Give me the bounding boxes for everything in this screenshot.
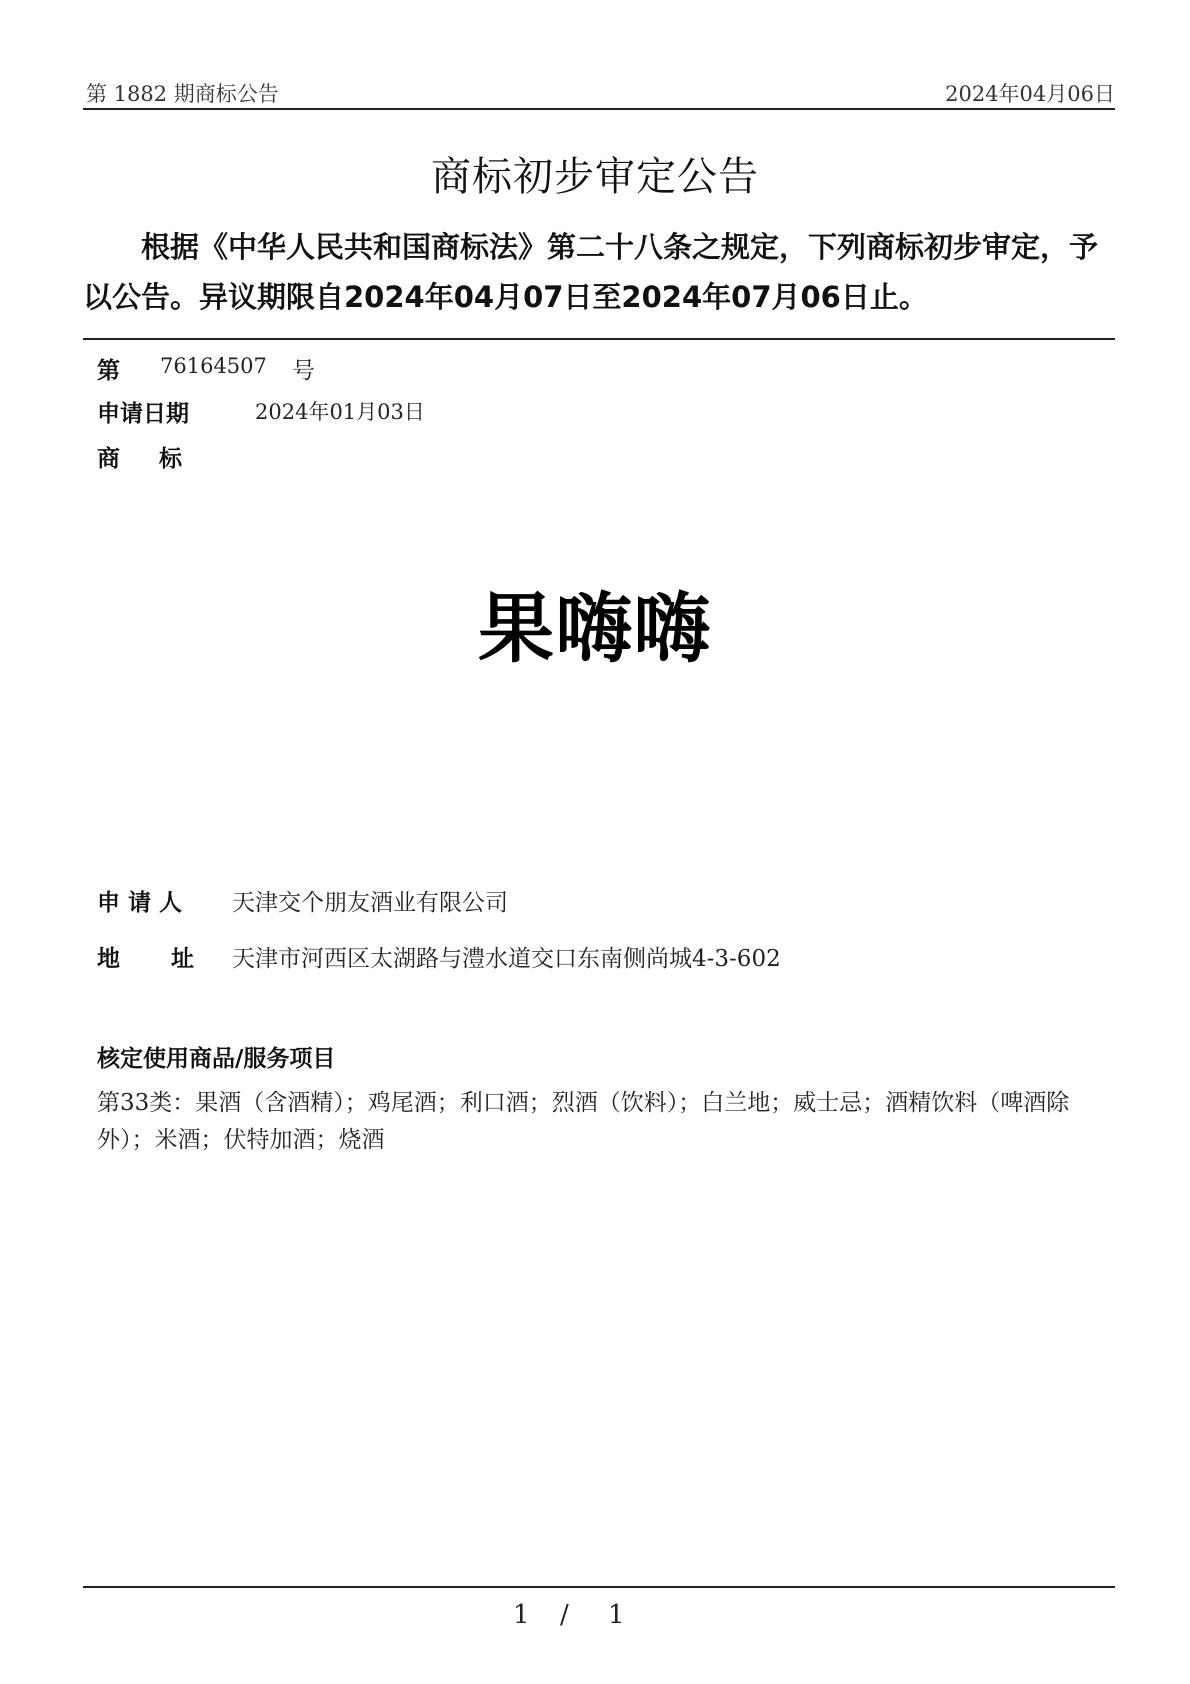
application-date: 2024年01月03日 <box>255 400 425 424</box>
trademark-image: 果嗨嗨 <box>478 584 712 673</box>
number-suffix: 号 <box>292 358 315 384</box>
trademark-label: 商 标 <box>97 446 190 472</box>
footer-divider <box>83 1586 1115 1588</box>
page-number: 1 <box>513 1600 530 1630</box>
page-total: 1 <box>608 1600 625 1630</box>
issue-date: 2024年04月06日 <box>945 82 1115 106</box>
applicant-name: 天津交个朋友酒业有限公司 <box>232 890 508 916</box>
goods-list: 第33类：果酒（含酒精）；鸡尾酒；利口酒；烈酒（饮料）；白兰地；威士忌；酒精饮料（啤酒除外）；米酒；伏特加酒；烧酒 <box>97 1090 1070 1153</box>
address-label: 地 址 <box>97 946 208 972</box>
announcement-intro: 根据《中华人民共和国商标法》第二十八条之规定，下列商标初步审定，予以公告。异议期限自2024年04月07日至2024年07月06日止。 <box>83 230 1099 314</box>
goods-heading: 核定使用商品/服务项目 <box>97 1046 336 1072</box>
address: 天津市河西区太湖路与澧水道交口东南侧尚城4-3-602 <box>232 946 781 972</box>
application-date-label: 申请日期 <box>97 401 189 427</box>
issue-number: 第 1882 期商标公告 <box>86 82 279 106</box>
number-prefix: 第 <box>97 358 120 384</box>
page-title: 商标初步审定公告 <box>431 154 759 200</box>
page-separator: / <box>560 1600 569 1630</box>
applicant-label: 申 请 人 <box>97 890 183 916</box>
section-divider <box>83 338 1115 340</box>
header-divider <box>83 108 1115 110</box>
registration-number: 76164507 <box>160 354 267 378</box>
